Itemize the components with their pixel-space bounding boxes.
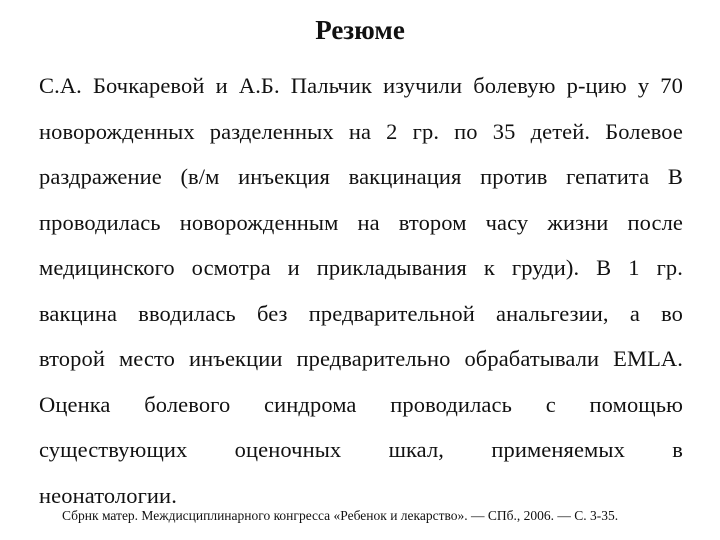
summary-line: проводилась новорожденным на втором часу жизни после xyxy=(39,209,683,235)
summary-line: С.А. Бочкаревой и А.Б. Пальчик изучили болевую р-цию у 70 xyxy=(39,73,683,98)
slide-title: Резюме xyxy=(315,15,405,45)
summary-line: раздражение (в/м инъекция вакцинация против гепатита В xyxy=(39,164,683,189)
source-citation: Сбрнк матер. Междисциплинарного конгресса «Ребенок и лекарство». — СПб., 2006. — С. 3-35. xyxy=(62,508,619,523)
summary-line: неонатологии. xyxy=(39,482,177,508)
summary-paragraph xyxy=(39,63,683,518)
summary-line: существующих оценочных шкал, применяемых в xyxy=(39,437,683,462)
summary-line: медицинского осмотра и прикладывания к груди). В 1 гр. xyxy=(39,255,683,280)
summary-line: второй место инъекции предварительно обрабатывали EMLA. xyxy=(39,346,683,371)
summary-line: новорожденных разделенных на 2 гр. по 35 детей. Болевое xyxy=(39,118,683,144)
summary-line: Оценка болевого синдрома проводилась с помощью xyxy=(39,391,683,417)
summary-line: вакцина вводилась без предварительной анальгезии, а во xyxy=(39,300,683,326)
